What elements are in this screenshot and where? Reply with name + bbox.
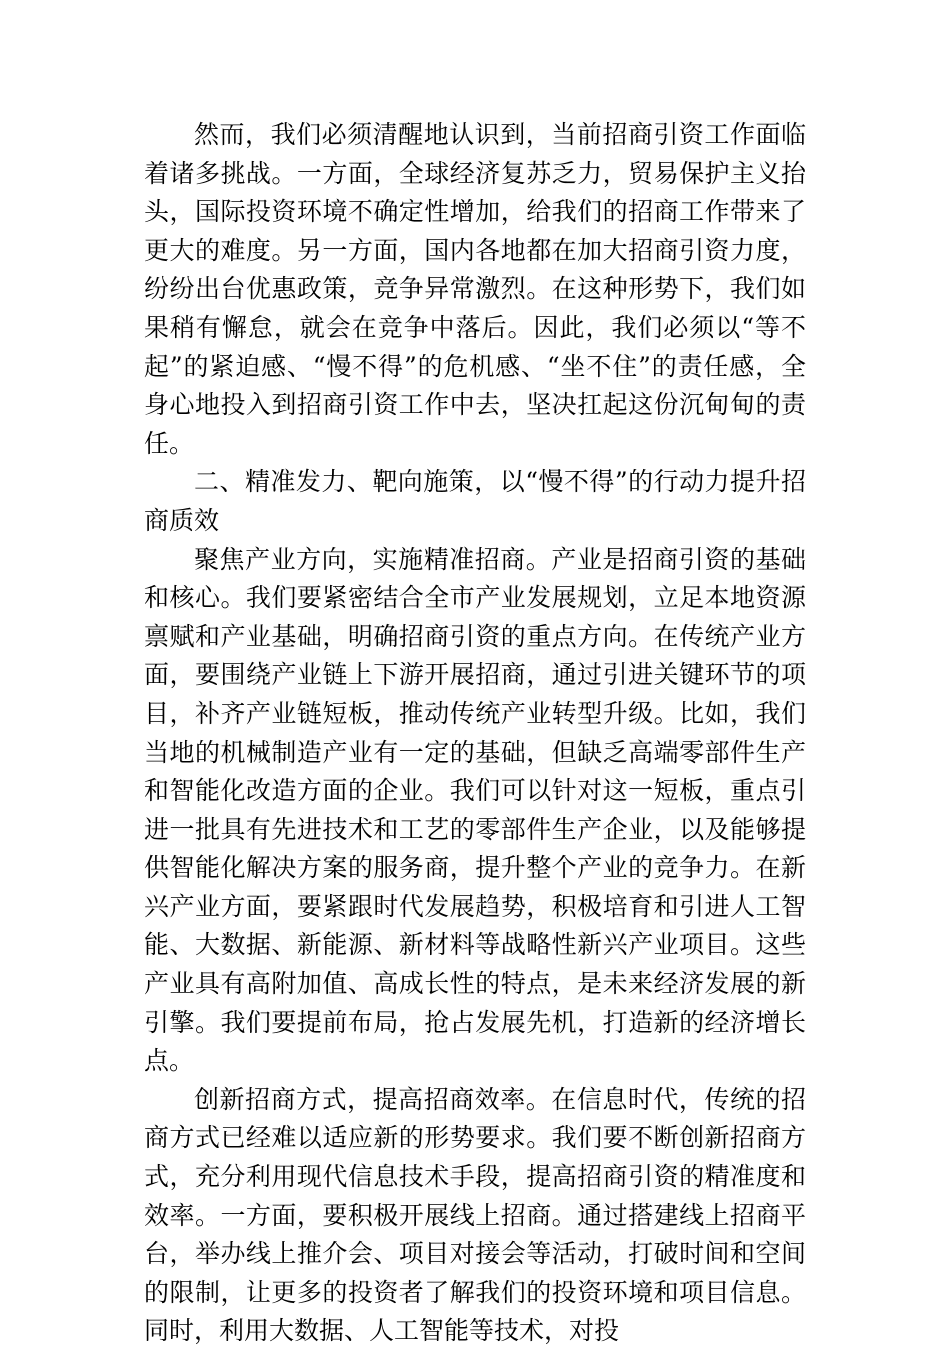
section-heading-2: 二、精准发力、靶向施策，以“慢不得”的行动力提升招商质效 xyxy=(144,467,806,535)
document-page xyxy=(144,116,806,1351)
paragraph-challenges: 然而，我们必须清醒地认识到，当前招商引资工作面临着诸多挑战。一方面，全球经济复苏乏力，贸易保护主义抬头，国际投资环境不确定性增加，给我们的招商工作带来了更大的难度。另一方面，国内各地都在加大招商引资力度，纷纷出台优惠政策，竞争异常激烈。在这种形势下，我们如果稍有懈怠，就会在竞争中落后。因此，我们必须以“等不起”的紧迫感、“慢不得”的危机感、“坐不住”的责任感，全身心地投入到招商引资工作中去，坚决扛起这份沉甸甸的责任。 xyxy=(144,120,806,458)
paragraph-innovation: 创新招商方式，提高招商效率。在信息时代，传统的招商方式已经难以适应新的形势要求。我们要不断创新招商方式，充分利用现代信息技术手段，提高招商引资的精准度和效率。一方面，要积极开展线上招商。通过搭建线上招商平台，举办线上推介会、项目对接会等活动，打破时间和空间的限制，让更多的投资者了解我们的投资环境和项目信息。同时，利用大数据、人工智能等技术，对投 xyxy=(144,1084,806,1346)
paragraph-industry-focus: 聚焦产业方向，实施精准招商。产业是招商引资的基础和核心。我们要紧密结合全市产业发展规划，立足本地资源禀赋和产业基础，明确招商引资的重点方向。在传统产业方面，要围绕产业链上下游开展招商，通过引进关键环节的项目，补齐产业链短板，推动传统产业转型升级。比如，我们当地的机械制造产业有一定的基础，但缺乏高端零部件生产和智能化改造方面的企业。我们可以针对这一短板，重点引进一批具有先进技术和工艺的零部件生产企业，以及能够提供智能化解决方案的服务商，提升整个产业的竞争力。在新兴产业方面，要紧跟时代发展趋势，积极培育和引进人工智能、大数据、新能源、新材料等战略性新兴产业项目。这些产业具有高附加值、高成长性的特点，是未来经济发展的新引擎。我们要提前布局，抢占发展先机，打造新的经济增长点。 xyxy=(144,544,806,1076)
